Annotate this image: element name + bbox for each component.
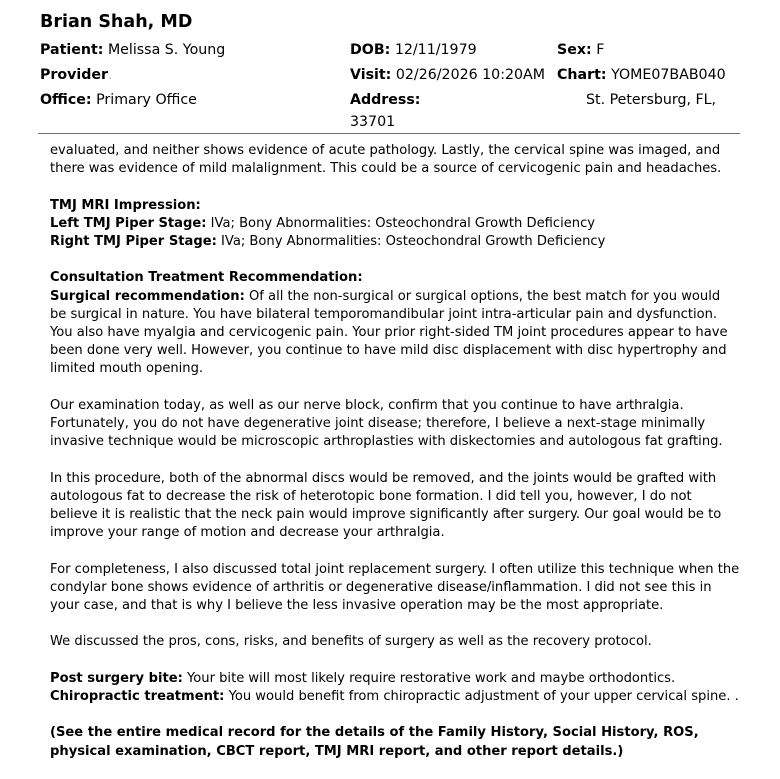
paragraph-imaging: evaluated, and neither shows evidence of acute pathology. Lastly, the cervical spine was imaged, and there was evidence of mild malalignment. This could be a source of cervicogenic pain and headaches. — [50, 143, 722, 177]
patient-field — [40, 38, 225, 63]
address-field — [350, 88, 420, 113]
provider-field — [40, 63, 115, 88]
surgical-label: Surgical recommendation: — [50, 288, 245, 304]
header-divider — [38, 133, 740, 134]
bite-chiro-block — [50, 670, 740, 706]
right-tmj-label: Right TMJ Piper Stage: — [50, 234, 217, 249]
dob-label: DOB: — [350, 42, 391, 58]
sex-value: F — [596, 42, 605, 58]
bite-label: Post surgery bite: — [50, 670, 183, 686]
consultation-block — [50, 269, 740, 378]
sex-label: Sex: — [557, 42, 592, 58]
left-tmj-value: IVa; Bony Abnormalities: Osteochondral Growth Deficiency — [210, 215, 596, 231]
chart-label: Chart: — [557, 67, 607, 83]
patient-label: Patient: — [40, 42, 104, 58]
office-label: Office: — [40, 92, 92, 108]
chart-value: YOME07BAB040 — [611, 67, 726, 83]
redacted-provider: . — [108, 67, 115, 83]
paragraph-procedure: In this procedure, both of the abnormal discs would be removed, and the joints would be grafted with autologous fat to decrease the risk of heterotopic bone formation. I did tell you, however, I do not believe it is realistic that the neck pain would improve significantly after surgery. Our goal would be to improve your range of motion and decrease your arthralgia. — [50, 470, 722, 541]
right-tmj-value: IVa; Bony Abnormalities: Osteochondral Growth Deficiency — [221, 234, 606, 249]
document-body — [50, 142, 740, 779]
address-city: St. Petersburg, FL, — [586, 92, 717, 108]
surgical-text: Of all the non-surgical or surgical options, the best match for you would be surgical in nature. You have bilateral temporomandibular joint intra-articular pain and dysfunction. You also have myalgia and cervicogenic pain. Your prior right-sided TM joint procedures appear to have been done very well. However, you continue to have mild disc displacement with disc hypertrophy and limited mouth opening. — [50, 288, 728, 377]
chiro-text: You would benefit from chiropractic adjustment of your upper cervical spine. . — [228, 688, 739, 704]
address-label: Address: — [350, 92, 421, 108]
paragraph-discussed: We discussed the pros, cons, risks, and benefits of surgery as well as the recovery protocol. — [50, 634, 652, 650]
provider-label: Provider — [40, 67, 109, 83]
chart-field — [557, 63, 726, 88]
office-value: Primary Office — [96, 92, 197, 108]
chiro-label: Chiropractic treatment: — [50, 688, 225, 704]
consult-heading: Consultation Treatment Recommendation: — [50, 270, 363, 286]
paragraph-exam: Our examination today, as well as our nerve block, confirm that you continue to have arthralgia. Fortunately, you do not have degenerative joint disease; therefore, I believe a next-stage minimally invasive technique would be microscopic arthroplasties with diskectomies and autologous fat grafting. — [50, 397, 723, 450]
sex-field — [557, 38, 604, 63]
left-tmj-label: Left TMJ Piper Stage: — [50, 215, 207, 231]
mri-impression-block — [50, 197, 740, 252]
office-field — [40, 88, 197, 113]
patient-value: Melissa S. Young — [107, 42, 226, 58]
visit-value: 02/26/2026 10:20AM — [395, 67, 545, 83]
dob-value: 12/11/1979 — [394, 42, 477, 58]
bite-text: Your bite will most likely require restorative work and maybe orthodontics. — [187, 670, 676, 686]
dob-field — [350, 38, 477, 63]
doctor-name: Brian Shah, MD — [40, 12, 193, 32]
address-zip: 33701 — [350, 114, 396, 130]
mri-heading: TMJ MRI Impression: — [50, 197, 201, 213]
visit-label: Visit: — [350, 67, 392, 83]
visit-field — [350, 63, 545, 88]
paragraph-replacement: For completeness, I also discussed total joint replacement surgery. I often utilize this technique when the condylar bone shows evidence of arthritis or degenerative disease/inflammation. I did not see this in your case, and that is why I believe the less invasive operation may be the most appropriate. — [50, 561, 740, 613]
footer-note: (See the entire medical record for the details of the Family History, Social History, ROS, physical examination, CBCT report, TMJ MRI report, and other report details.) — [50, 725, 699, 759]
